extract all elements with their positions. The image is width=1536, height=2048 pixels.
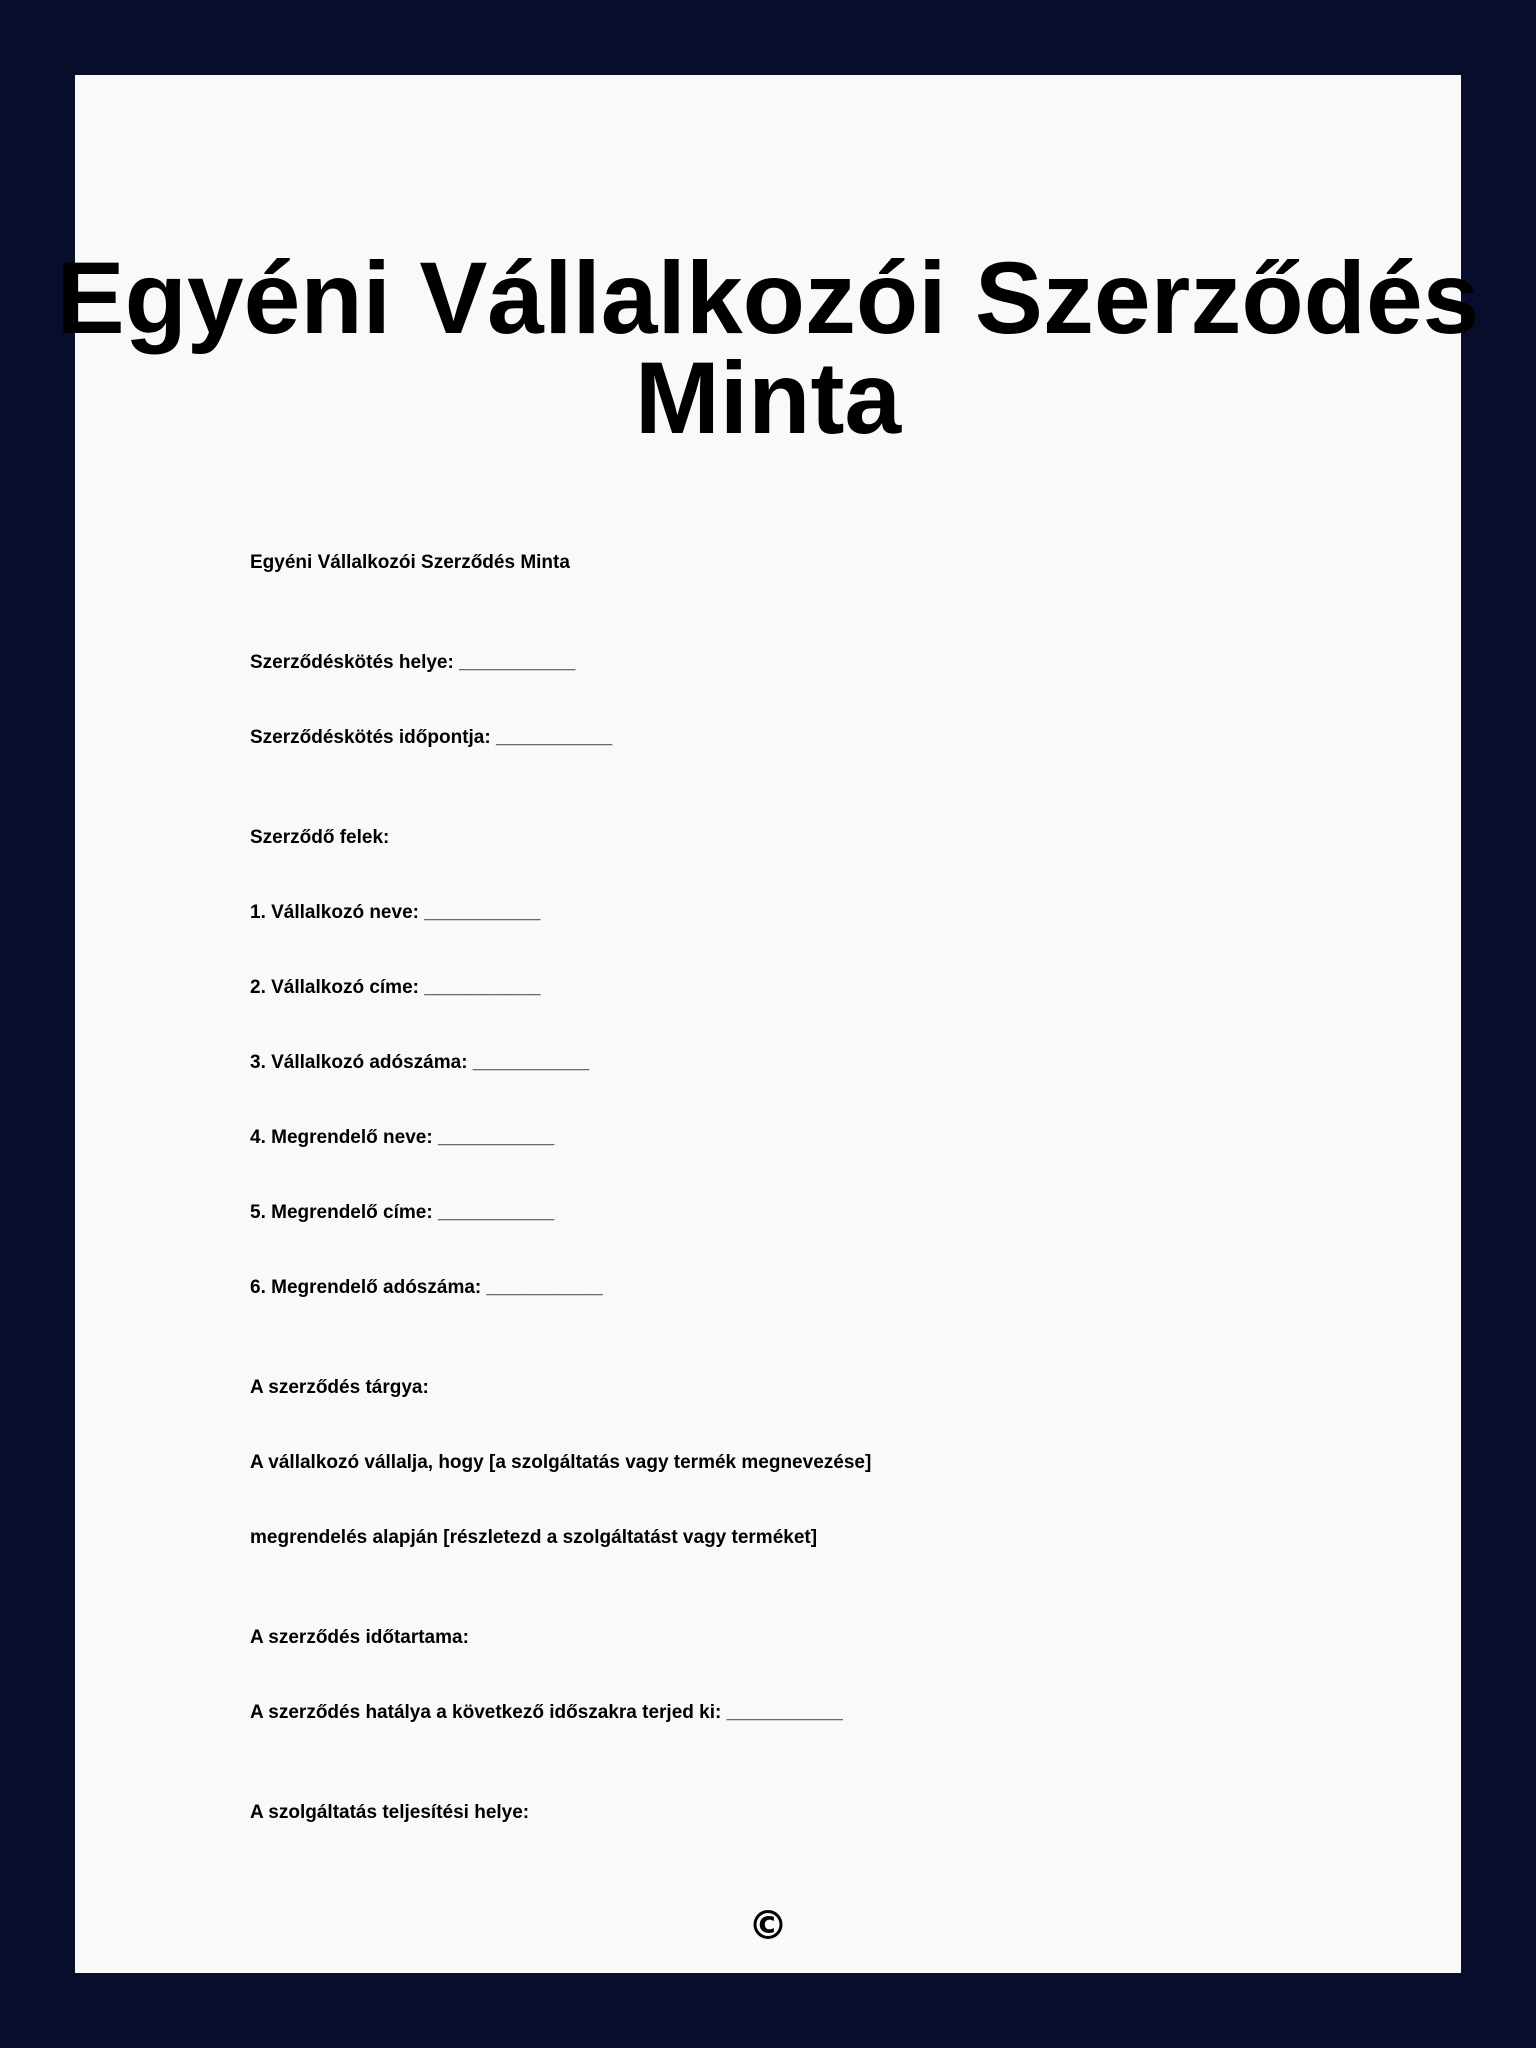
subject-text-line-1: A vállalkozó vállalja, hogy [a szolgáltatás vagy termék megnevezése] — [250, 1452, 872, 1473]
copyright-icon: © — [748, 1903, 788, 1949]
client-address-line: 5. Megrendelő címe: ___________ — [250, 1202, 555, 1223]
contractor-name-line: 1. Vállalkozó neve: ___________ — [250, 902, 541, 923]
contract-place-line: Szerződéskötés helye: ___________ — [250, 652, 576, 673]
body-heading: Egyéni Vállalkozói Szerződés Minta — [250, 552, 570, 573]
client-tax-number-line: 6. Megrendelő adószáma: ___________ — [250, 1277, 603, 1298]
duration-text-line: A szerződés hatálya a következő időszakra terjed ki: ___________ — [250, 1702, 843, 1723]
parties-heading: Szerződő felek: — [250, 827, 390, 848]
document-title — [0, 241, 1536, 455]
duration-heading: A szerződés időtartama: — [250, 1627, 469, 1648]
document-title-line-2: Minta — [634, 341, 902, 455]
contract-date-line: Szerződéskötés időpontja: ___________ — [250, 727, 613, 748]
document-title-line-1: Egyéni Vállalkozói Szerződés — [56, 241, 1480, 355]
performance-place-heading: A szolgáltatás teljesítési helye: — [250, 1802, 530, 1823]
subject-text-line-2: megrendelés alapján [részletezd a szolgáltatást vagy terméket] — [250, 1527, 818, 1548]
client-name-line: 4. Megrendelő neve: ___________ — [250, 1127, 555, 1148]
contractor-address-line: 2. Vállalkozó címe: ___________ — [250, 977, 541, 998]
subject-heading: A szerződés tárgya: — [250, 1377, 429, 1398]
contractor-tax-number-line: 3. Vállalkozó adószáma: ___________ — [250, 1052, 590, 1073]
